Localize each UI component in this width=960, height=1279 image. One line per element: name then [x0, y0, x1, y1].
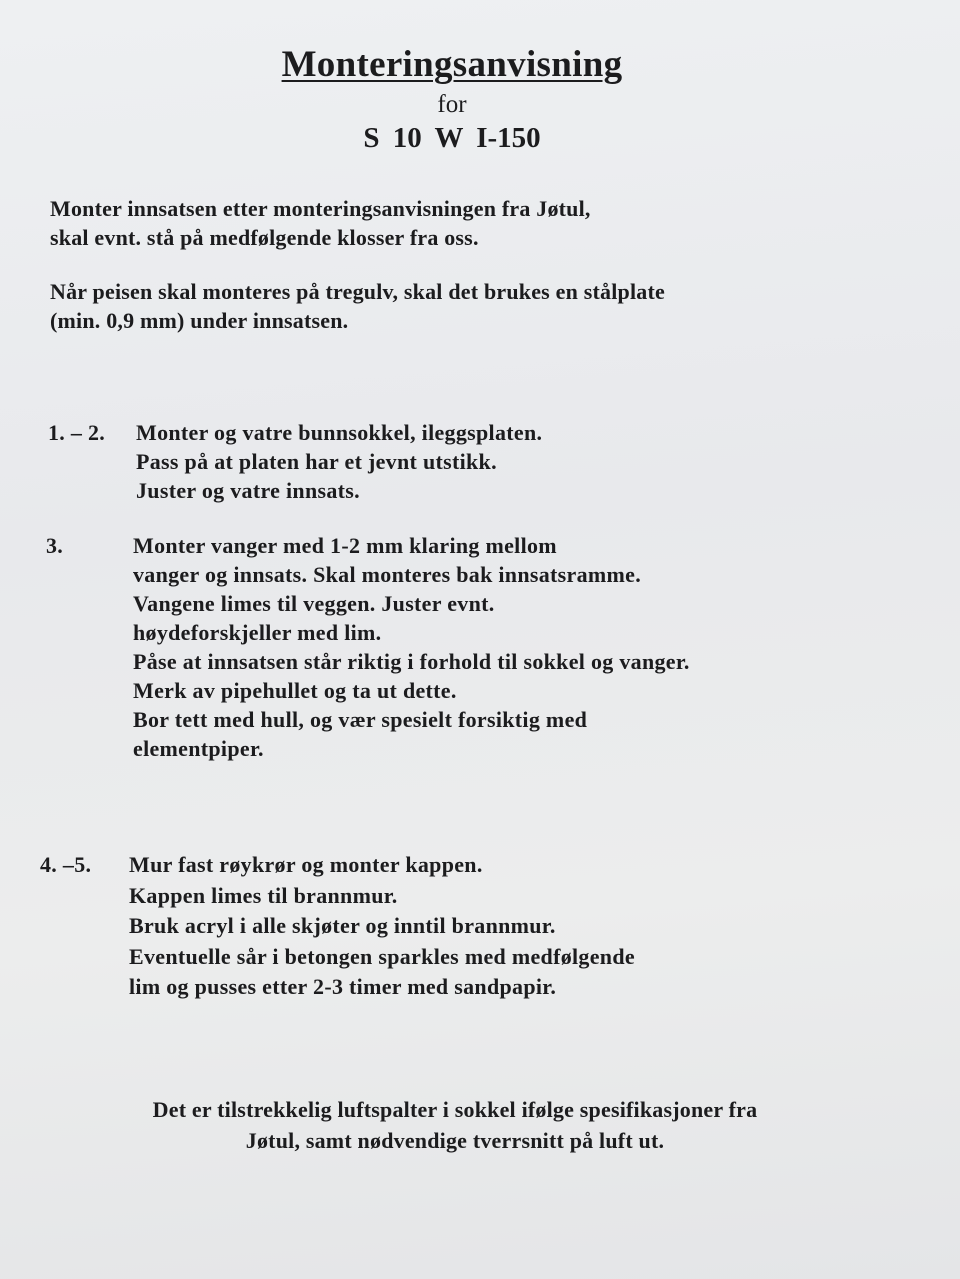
- text-line: Når peisen skal monteres på tregulv, skal det brukes en stålplate: [50, 279, 665, 304]
- step-number: 4. –5.: [40, 852, 92, 877]
- document-subtitle: for: [437, 91, 467, 118]
- step-3: [46, 531, 690, 763]
- text-line: skal evnt. stå på medfølgende klosser fra oss.: [50, 225, 479, 250]
- text-line: Monter innsatsen etter monteringsanvisningen fra Jøtul,: [50, 196, 591, 221]
- text-line: Mur fast røykrør og monter kappen.: [129, 852, 483, 877]
- text-line: Merk av pipehullet og ta ut dette.: [133, 678, 457, 703]
- text-line: Bor tett med hull, og vær spesielt forsiktig med: [133, 707, 588, 732]
- text-line: vanger og innsats. Skal monteres bak innsatsramme.: [133, 562, 642, 587]
- step-4-5: [40, 850, 635, 1003]
- text-line: elementpiper.: [133, 736, 264, 761]
- text-line: Juster og vatre innsats.: [136, 478, 360, 503]
- step-text: [129, 850, 635, 1003]
- step-1-2: [48, 418, 542, 505]
- text-line: Vangene limes til veggen. Juster evnt.: [133, 591, 495, 616]
- document-title: Monteringsanvisning: [281, 44, 623, 85]
- model-designation: S 10 W I-150: [363, 122, 541, 154]
- intro-paragraph-1: [50, 194, 591, 252]
- text-line: Påse at innsatsen står riktig i forhold til sokkel og vanger.: [133, 649, 690, 674]
- intro-paragraph-2: [50, 277, 665, 335]
- footer-note: [60, 1094, 850, 1156]
- step-text: [133, 531, 690, 763]
- step-number: 3.: [46, 533, 64, 558]
- text-line: Det er tilstrekkelig luftspalter i sokkel ifølge spesifikasjoner fra: [152, 1097, 758, 1122]
- text-line: Pass på at platen har et jevnt utstikk.: [136, 449, 497, 474]
- text-line: (min. 0,9 mm) under innsatsen.: [50, 308, 349, 333]
- text-line: Monter vanger med 1-2 mm klaring mellom: [133, 533, 557, 558]
- step-number: 1. – 2.: [48, 420, 106, 445]
- title-block: [0, 42, 904, 156]
- text-line: høydeforskjeller med lim.: [133, 620, 382, 645]
- text-line: Bruk acryl i alle skjøter og inntil brannmur.: [129, 913, 556, 938]
- step-text: [136, 418, 542, 505]
- text-line: lim og pusses etter 2-3 timer med sandpapir.: [129, 974, 557, 999]
- text-line: Jøtul, samt nødvendige tverrsnitt på luft ut.: [245, 1128, 665, 1153]
- text-line: Kappen limes til brannmur.: [129, 882, 398, 908]
- text-line: Monter og vatre bunnsokkel, ileggsplaten.: [136, 420, 543, 445]
- text-line: Eventuelle sår i betongen sparkles med medfølgende: [129, 943, 635, 969]
